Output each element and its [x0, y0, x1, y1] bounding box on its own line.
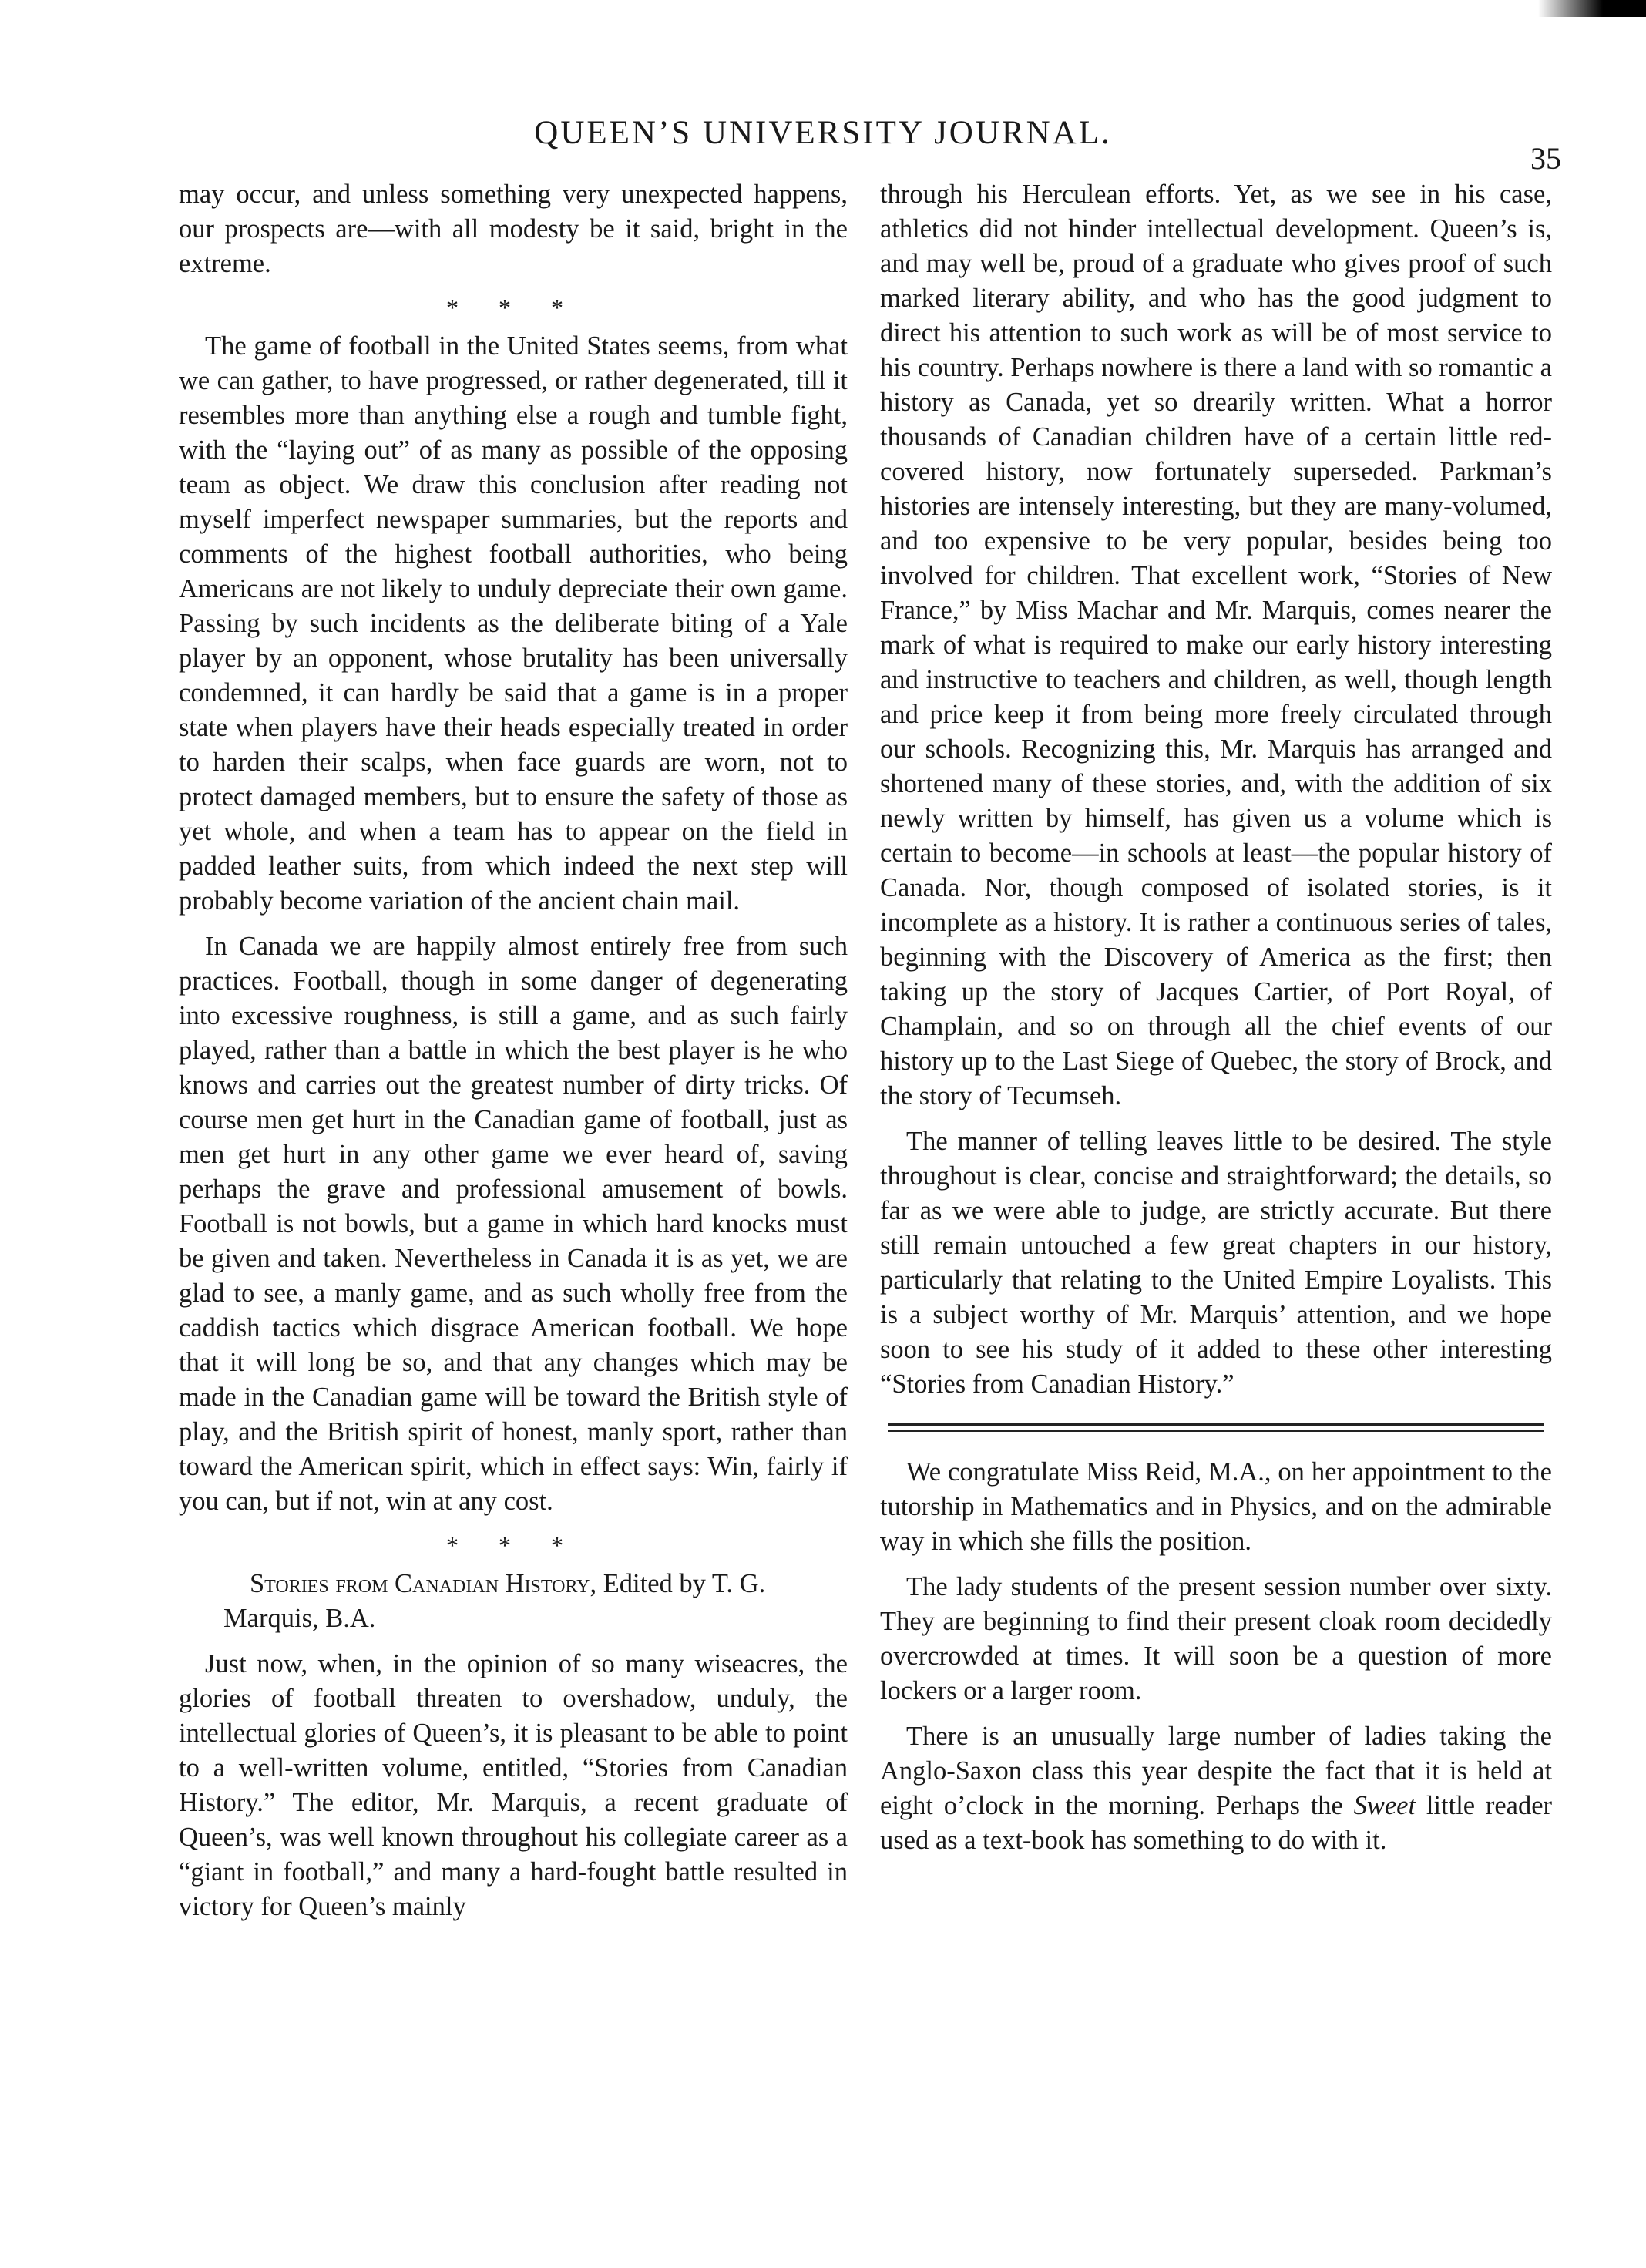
paragraph-lady-students: The lady students of the present session number over sixty. They are beginning to find their present cloak room decidedly overcrowded at times. It will soon be a question of more lockers or a larger room. — [880, 1572, 1552, 1705]
page-number: 35 — [1530, 141, 1561, 176]
scan-corner-shadow — [1538, 0, 1646, 17]
review-book-title: Stories from Canadian History, — [250, 1569, 597, 1598]
paragraph-football-canada: In Canada we are happily almost entirely free from such practices. Football, though in some danger of degenerating into excessive roughness, is still a game, and as such fairly played, rather than a battle in which the best player is he who knows and carries out the greatest number of dirty tricks. Of course men get hurt in the Canadian game of football, just as men get hurt in any other game we ever heard of, saving perhaps the grave and professional amusement of bowls. Football is not bowls, but a game in which hard knocks must be given and taken. Nevertheless in Canada it is as yet, we are glad to see, a manly game, and as such wholly free from the caddish tactics which disgrace American football. We hope that it will long be so, and that any changes which may be made in the Canadian game will be toward the British style of play, and the British spirit of honest, manly sport, rather than toward the American spirit, which in effect says: Win, fairly if you can, but if not, win at any cost. — [179, 932, 848, 1516]
double-rule-divider — [888, 1423, 1544, 1432]
review-title — [179, 1567, 848, 1636]
running-head: QUEEN’S UNIVERSITY JOURNAL. — [534, 115, 1112, 151]
left-column — [179, 177, 848, 1935]
review-editor: Edited by T. G. Marquis, B.A. — [223, 1569, 766, 1633]
anglo-saxon-text-end: little reader used as a text-book has something to do with it. — [880, 1791, 1553, 1855]
paragraph-anglo-saxon — [880, 1719, 1552, 1858]
paragraph-miss-reid: We congratulate Miss Reid, M.A., on her appointment to the tutorship in Mathematics and in Physics, and on the admirable way in which she fills the position. — [880, 1457, 1552, 1556]
paragraph-continuation: may occur, and unless something very unexpected happens, our prospects are—with all modesty be it said, bright in the extreme. — [179, 180, 848, 278]
right-column — [880, 177, 1552, 1869]
anglo-saxon-text-start: There is an unusually large number of ladies taking the Anglo-Saxon class this year despite the fact that it is held at eight o’clock in the morning. Perhaps the — [880, 1722, 1552, 1820]
paragraph-review-style: The manner of telling leaves little to be desired. The style throughout is clear, concise and straightforward; the details, so far as we were able to judge, are strictly accurate. But there still remain untouched a few great chapters in our history, particularly that relating to the United Empire Loyalists. This is a subject worthy of Mr. Marquis’ attention, and we hope soon to see his study of it added to these other interesting “Stories from Canadian History.” — [880, 1127, 1552, 1399]
section-separator: * * * — [446, 294, 580, 321]
paragraph-review-continuation: through his Herculean efforts. Yet, as we see in his case, athletics did not hinder intellectual development. Queen’s is, and may well be, proud of a graduate who gives proof of such marked literary ability, and who has the good judgment to direct his attention to such work as will be of most service to his country. Perhaps nowhere is there a land with so romantic a history as Canada, yet so drearily written. What a horror thousands of Canadian children have of a certain little red-covered history, now fortunately superseded. Parkman’s histories are intensely interesting, but they are many-volumed, and too expensive to be very popular, besides being too involved for children. That excellent work, “Stories of New France,” by Miss Machar and Mr. Marquis, comes nearer the mark of what is required to make our early history interesting and instructive to teachers and children, as well, though length and price keep it from being more freely circulated through our schools. Recognizing this, Mr. Marquis has arranged and shortened many of these stories, and, with the addition of six newly written by himself, has given us a volume which is certain to become—in schools at least—the popular history of Canada. Nor, though composed of isolated stories, is it incomplete as a history. It is rather a continuous series of tales, beginning with the Discovery of America as the first; then taking up the story of Jacques Cartier, of Port Royal, of Champlain, and so on through all the chief events of our history up to the Last Siege of Quebec, the story of Brock, and the story of Tecumseh. — [880, 180, 1552, 1110]
paragraph-review-intro: Just now, when, in the opinion of so many wiseacres, the glories of football threaten to overshadow, unduly, the intellectual glories of Queen’s, it is pleasant to be able to point to a well-written volume, entitled, “Stories from Canadian History.” The editor, Mr. Marquis, a recent graduate of Queen’s, was well known throughout his collegiate career as a “giant in football,” and many a hard-fought battle resulted in victory for Queen’s mainly — [179, 1649, 848, 1921]
paragraph-football-us: The game of football in the United States seems, from what we can gather, to have progressed, or rather degenerated, till it resembles more than anything else a rough and tumble fight, with the “laying out” of as many as possible of the opposing team as object. We draw this conclusion after reading not myself imperfect newspaper summaries, but the reports and comments of the highest football authorities, who being Americans are not likely to unduly depreciate their own game. Passing by such incidents as the deliberate biting of a Yale player by an opponent, whose brutality has been universally condemned, it can hardly be said that a game is in a proper state when players have their heads especially treated in order to harden their scalps, when face guards are worn, not to protect damaged members, but to ensure the safety of those as yet whole, and when a team has to appear on the field in padded leather suits, from which indeed the next step will probably become variation of the ancient chain mail. — [179, 331, 848, 916]
sweet-reader-title: Sweet — [1353, 1791, 1416, 1820]
section-separator: * * * — [446, 1531, 580, 1559]
